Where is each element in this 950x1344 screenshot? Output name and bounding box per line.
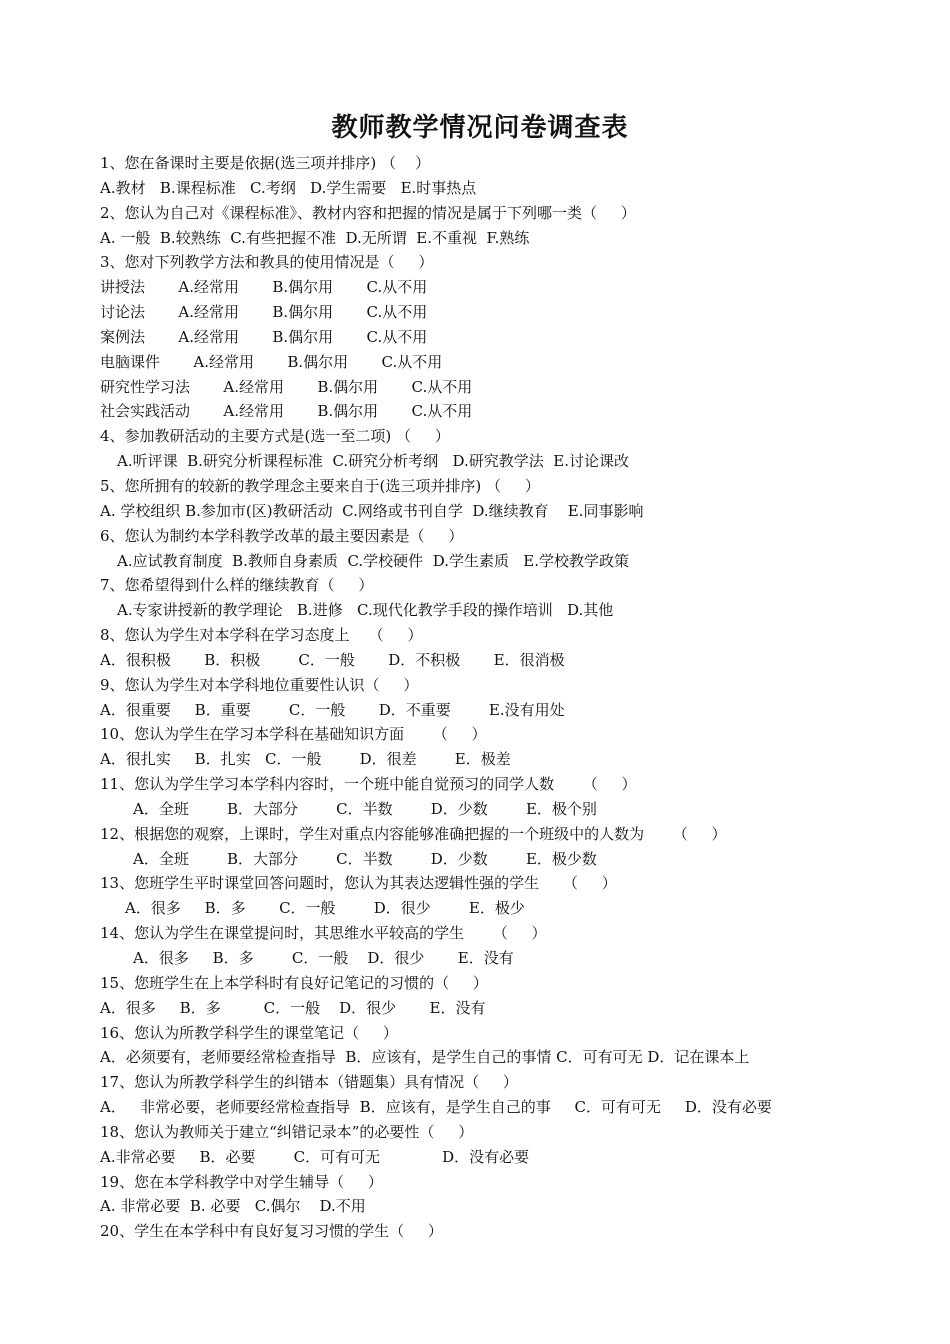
question-line: 6、您认为制约本学科教学改革的最主要因素是（ ） — [100, 526, 464, 545]
question-line: 19、您在本学科教学中对学生辅导（ ） — [100, 1172, 383, 1191]
options-line: 讨论法 A.经常用 B.偶尔用 C.从不用 — [100, 303, 428, 322]
options-line: A．很多 B．多 C．一般 D．很少 E．极少 — [125, 899, 525, 918]
question-line: 2、您认为自己对《课程标准》、教材内容和把握的情况是属于下列哪一类（ ） — [100, 203, 636, 222]
options-line: 案例法 A.经常用 B.偶尔用 C.从不用 — [100, 327, 428, 346]
options-line: 电脑课件 A.经常用 B.偶尔用 C.从不用 — [100, 352, 443, 371]
question-line: 15、您班学生在上本学科时有良好记笔记的习惯的（ ） — [100, 973, 488, 992]
question-line: 20、学生在本学科中有良好复习习惯的学生（ ） — [100, 1222, 443, 1241]
options-line: A. 非常必要 B. 必要 C.偶尔 D.不用 — [100, 1197, 366, 1216]
questionnaire-body — [100, 151, 900, 1244]
options-line: A.非常必要 B．必要 C．可有可无 D．没有必要 — [100, 1147, 530, 1166]
options-line: A.专家讲授新的教学理论 B.进修 C.现代化教学手段的操作培训 D.其他 — [117, 601, 614, 620]
question-line: 13、您班学生平时课堂回答问题时，您认为其表达逻辑性强的学生 （ ） — [100, 874, 617, 893]
options-line: A.教材 B.课程标准 C.考纲 D.学生需要 E.时事热点 — [100, 178, 477, 197]
question-line: 14、您认为学生在课堂提问时，其思维水平较高的学生 （ ） — [100, 924, 547, 943]
options-line: A．很重要 B．重要 C．一般 D．不重要 E.没有用处 — [100, 700, 565, 719]
options-line: 研究性学习法 A.经常用 B.偶尔用 C.从不用 — [100, 377, 473, 396]
question-line: 7、您希望得到什么样的继续教育（ ） — [100, 576, 374, 595]
question-line: 10、您认为学生在学习本学科在基础知识方面 （ ） — [100, 725, 487, 744]
options-line: A.应试教育制度 B.教师自身素质 C.学校硬件 D.学生素质 E.学校教学政策 — [117, 551, 629, 570]
options-line: A． 非常必要，老师要经常检查指导 B．应该有，是学生自己的事 C．可有可无 D．没有必要 — [100, 1098, 772, 1117]
question-line: 4、参加教研活动的主要方式是(选一至二项) （ ） — [100, 427, 450, 446]
options-line: A．很积极 B．积极 C．一般 D．不积极 E．很消极 — [100, 650, 565, 669]
question-line: 16、您认为所教学科学生的课堂笔记（ ） — [100, 1023, 398, 1042]
options-line: A．必须要有，老师要经常检查指导 B．应该有，是学生自己的事情 C．可有可无 D．记在课本上 — [100, 1048, 750, 1067]
options-line: A．很多 B．多 C．一般 D．很少 E．没有 — [100, 998, 486, 1017]
page-title: 教师教学情况问卷调查表 — [331, 113, 629, 143]
question-line: 12、根据您的观察，上课时，学生对重点内容能够准确把握的一个班级中的人数为 （ ） — [100, 824, 727, 843]
options-line: 讲授法 A.经常用 B.偶尔用 C.从不用 — [100, 278, 428, 297]
options-line: 社会实践活动 A.经常用 B.偶尔用 C.从不用 — [100, 402, 473, 421]
options-line: A. 一般 B.较熟练 C.有些把握不准 D.无所谓 E.不重视 F.熟练 — [100, 228, 530, 247]
question-line: 5、您所拥有的较新的教学理念主要来自于(选三项并排序) （ ） — [100, 476, 540, 495]
question-line: 3、您对下列教学方法和教具的使用情况是（ ） — [100, 253, 434, 272]
options-line: A．很多 B．多 C．一般 D．很少 E．没有 — [133, 949, 514, 967]
question-line: 9、您认为学生对本学科地位重要性认识（ ） — [100, 675, 419, 694]
question-line: 18、您认为教师关于建立“纠错记录本”的必要性（ ） — [100, 1122, 474, 1141]
question-line: 1、您在备课时主要是依据(选三项并排序) （ ） — [100, 154, 431, 172]
options-line: A. 学校组织 B.参加市(区)教研活动 C.网络或书刊自学 D.继续教育 E.同事影响 — [100, 501, 644, 520]
options-line: A.听评课 B.研究分析课程标准 C.研究分析考纲 D.研究教学法 E.讨论课改 — [117, 452, 629, 471]
options-line: A．很扎实 B．扎实 C．一般 D．很差 E．极差 — [100, 750, 511, 769]
question-line: 11、您认为学生学习本学科内容时，一个班中能自觉预习的同学人数 （ ） — [100, 775, 637, 794]
question-line: 8、您认为学生对本学科在学习态度上 （ ） — [100, 626, 423, 645]
options-line: A．全班 B．大部分 C．半数 D．少数 E．极少数 — [133, 849, 597, 868]
options-line: A．全班 B．大部分 C．半数 D．少数 E．极个别 — [133, 799, 597, 818]
question-line: 17、您认为所教学科学生的纠错本（错题集）具有情况（ ） — [100, 1073, 518, 1092]
